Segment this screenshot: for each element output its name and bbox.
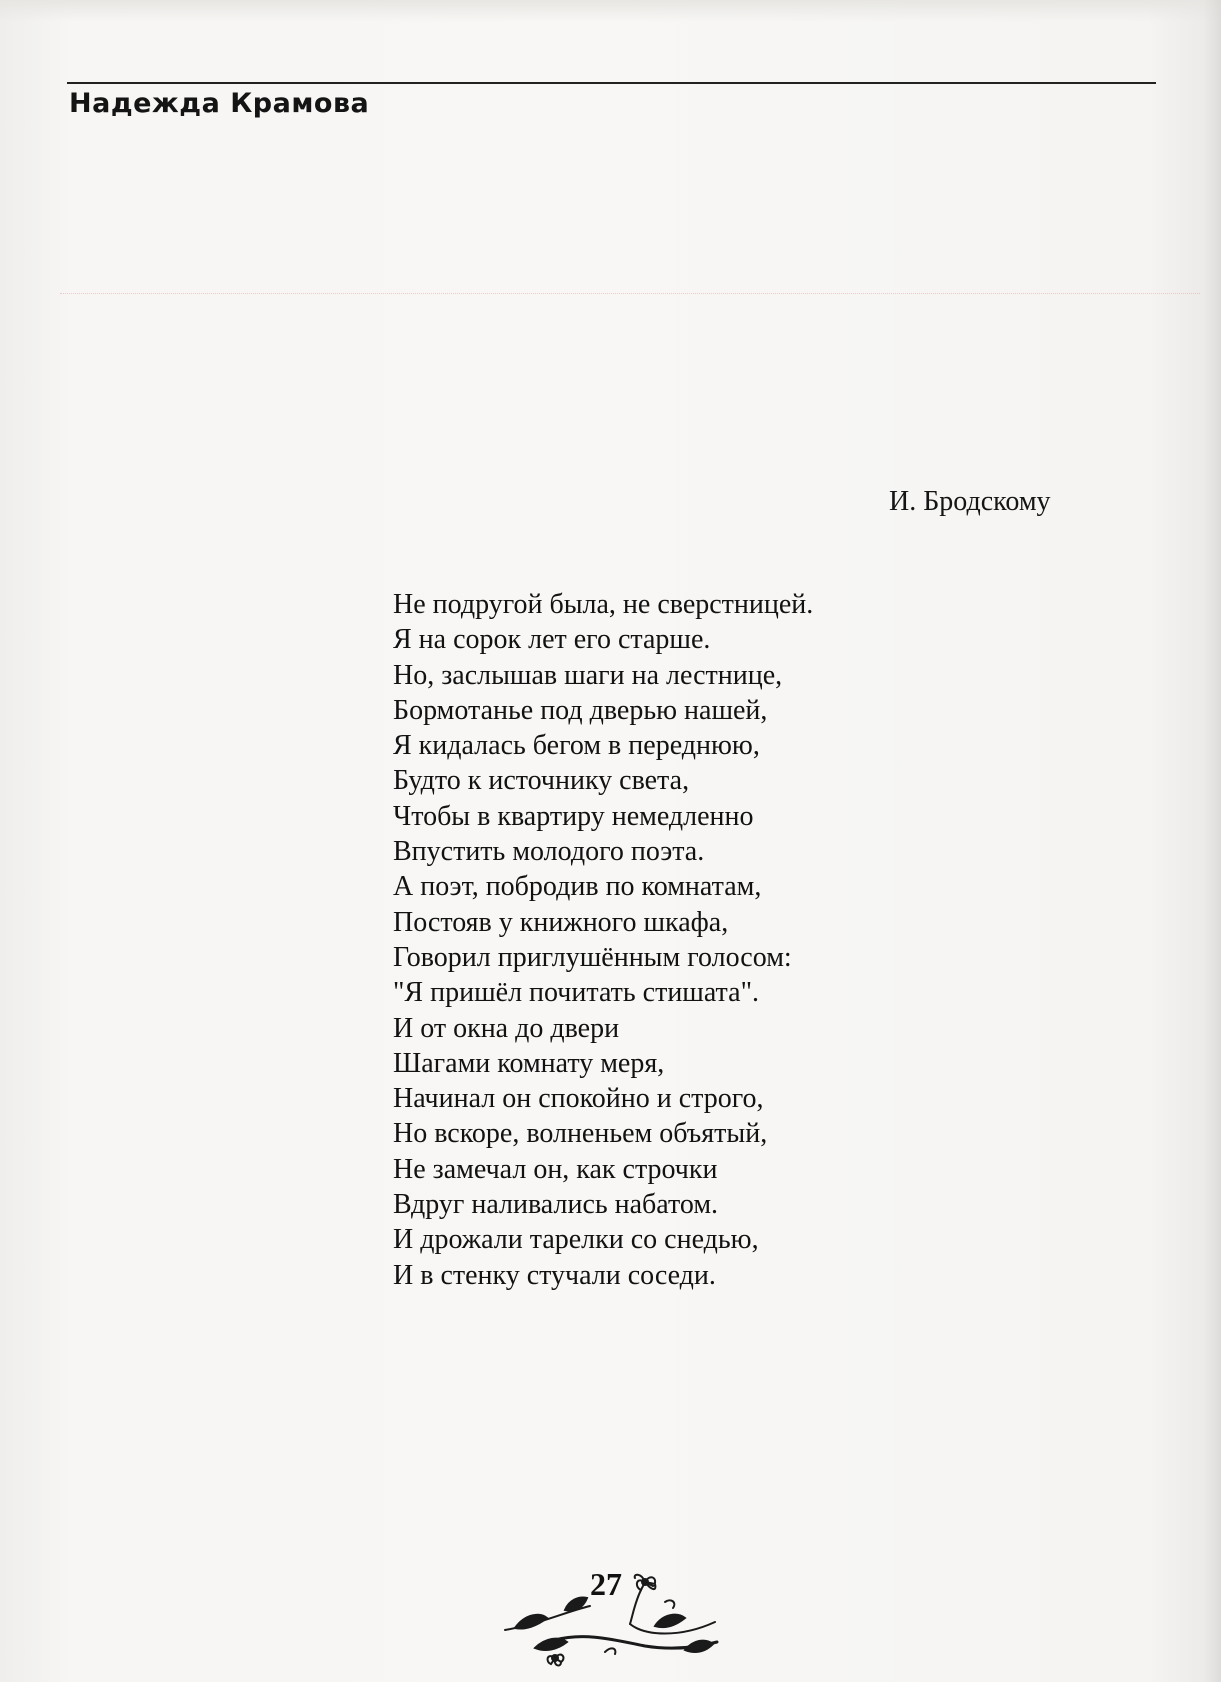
page-top-shadow [0,0,1221,22]
page-number: 27 [590,1566,622,1602]
poem-line: Впустить молодого поэта. [393,836,705,868]
poem-line: Я кидалась бегом в переднюю, [393,730,760,762]
poem-line: Шагами комнату меря, [393,1047,665,1079]
poem-line: Не подругой была, не сверстницей. [393,589,814,620]
poem-line: Но вскоре, волненьем объятый, [393,1118,768,1150]
scan-artifact-line [60,293,1200,294]
poem-line: Начинал он спокойно и строго, [393,1083,764,1115]
page-right-shadow [1203,0,1221,1682]
poem-dedication: И. Бродскому [889,486,1051,517]
running-header-author: Надежда Крамова [69,88,370,119]
poem-line: И дрожали тарелки со снедью, [393,1224,759,1256]
header-rule [67,82,1156,84]
poem-line: Но, заслышав шаги на лестнице, [393,659,783,691]
poem-line: Вдруг наливались набатом. [393,1189,719,1221]
poem-line: "Я пришёл почитать стишата". [393,977,759,1009]
poem-line: И от окна до двери [393,1012,620,1044]
poem-text [393,587,813,1293]
poem-line: Будто к источнику света, [393,765,690,797]
poem-line: Говорил приглушённым голосом: [393,941,792,973]
poem-line: Я на сорок лет его старше. [393,624,711,656]
poem-line: И в стенку стучали соседи. [393,1259,716,1291]
poem-line: Не замечал он, как строчки [393,1153,718,1185]
poem-line: А поэт, побродив по комнатам, [393,871,762,903]
poem-line: Чтобы в квартиру немедленно [393,800,754,832]
poem-line: Постояв у книжного шкафа, [393,906,729,938]
poem-line: Бормотанье под дверью нашей, [393,694,768,726]
